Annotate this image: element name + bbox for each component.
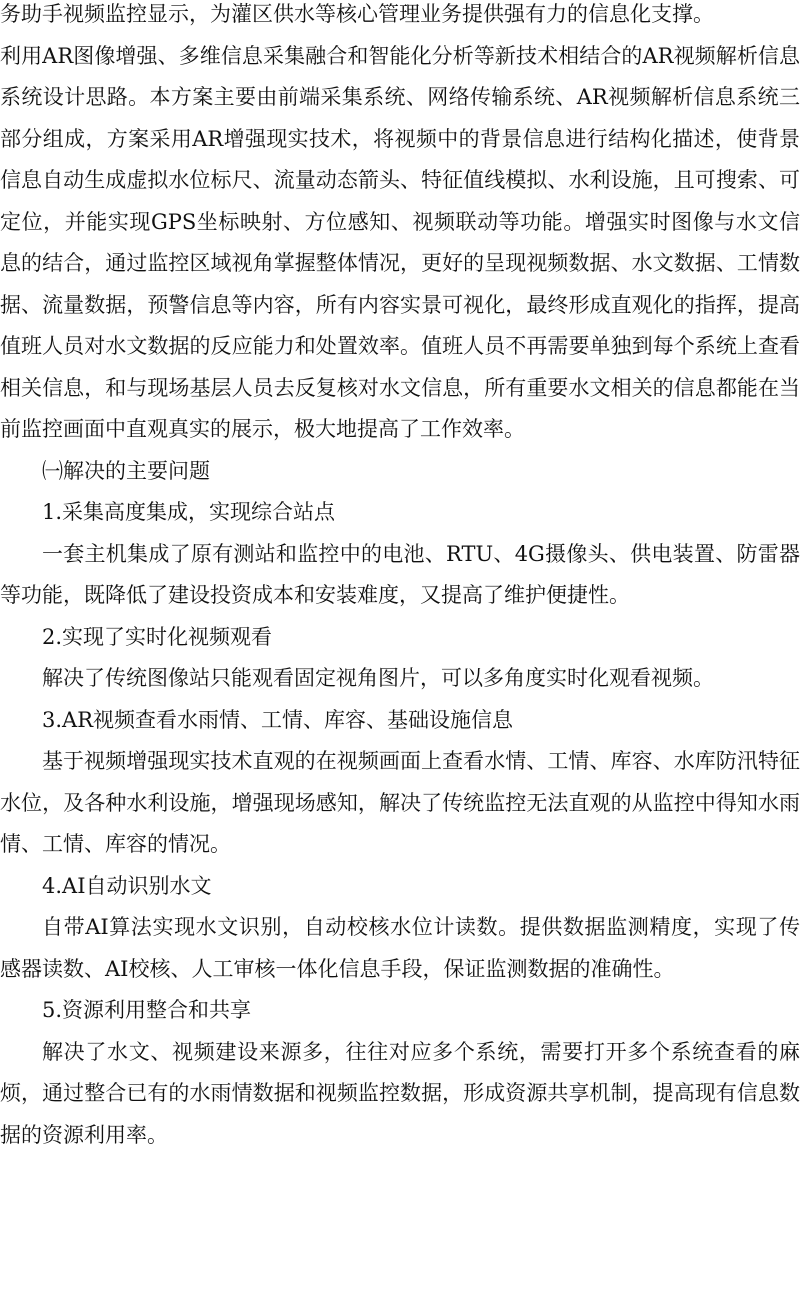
paragraph-ar-system-design: 利用AR图像增强、多维信息采集融合和智能化分析等新技术相结合的AR视频解析信息系统设计思路。本方案主要由前端采集系统、网络传输系统、AR视频解析信息系统三部分组成，方案采用AR增强现实技术，将视频中的背景信息进行结构化描述，使背景信息自动生成虚拟水位标尺、流量动态箭头、特征值线模拟、水利设施，且可搜索、可定位，并能实现GPS坐标映射、方位感知、视频联动等功能。增强实时图像与水文信息的结合，通过监控区域视角掌握整体情况，更好的呈现视频数据、水文数据、工情数据、流量数据，预警信息等内容，所有内容实景可视化，最终形成直观化的指挥，提高值班人员对水文数据的反应能力和处置效率。值班人员不再需要单独到每个系统上查看相关信息，和与现场基层人员去反复核对水文信息，所有重要水文相关的信息都能在当前监控画面中直观真实的展示，极大地提高了工作效率。	[0, 43, 800, 441]
subheading-2: 2.实现了实时化视频观看	[42, 624, 273, 649]
paragraph-3: 基于视频增强现实技术直观的在视频画面上查看水情、工情、库容、水库防汛特征水位，及各种水利设施，增强现场感知，解决了传统监控无法直观的从监控中得知水雨情、工情、库容的情况。	[0, 749, 800, 856]
paragraph-4: 自带AI算法实现水文识别，自动校核水位计读数。提供数据监测精度，实现了传感器读数、AI校核、人工审核一体化信息手段，保证监测数据的准确性。	[0, 915, 800, 981]
paragraph-5: 解决了水文、视频建设来源多，往往对应多个系统，需要打开多个系统查看的麻烦，通过整合已有的水雨情数据和视频监控数据，形成资源共享机制，提高现有信息数据的资源利用率。	[0, 1039, 800, 1147]
paragraph-2: 解决了传统图像站只能观看固定视角图片，可以多角度实时化观看视频。	[42, 666, 714, 690]
subheading-3: 3.AR视频查看水雨情、工情、库容、基础设施信息	[42, 707, 514, 732]
subheading-1: 1.采集高度集成，实现综合站点	[42, 500, 336, 524]
section-heading-main-problems: ㈠解决的主要问题	[42, 458, 210, 483]
subheading-5: 5.资源利用整合和共享	[42, 998, 252, 1022]
paragraph-intro-continuation: 务助手视频监控显示，为灌区供水等核心管理业务提供强有力的信息化支撑。	[0, 2, 714, 26]
paragraph-1: 一套主机集成了原有测站和监控中的电池、RTU、4G摄像头、供电装置、防雷器等功能，既降低了建设投资成本和安装难度，又提高了维护便捷性。	[0, 541, 800, 607]
subheading-4: 4.AI自动识别水文	[42, 873, 212, 898]
